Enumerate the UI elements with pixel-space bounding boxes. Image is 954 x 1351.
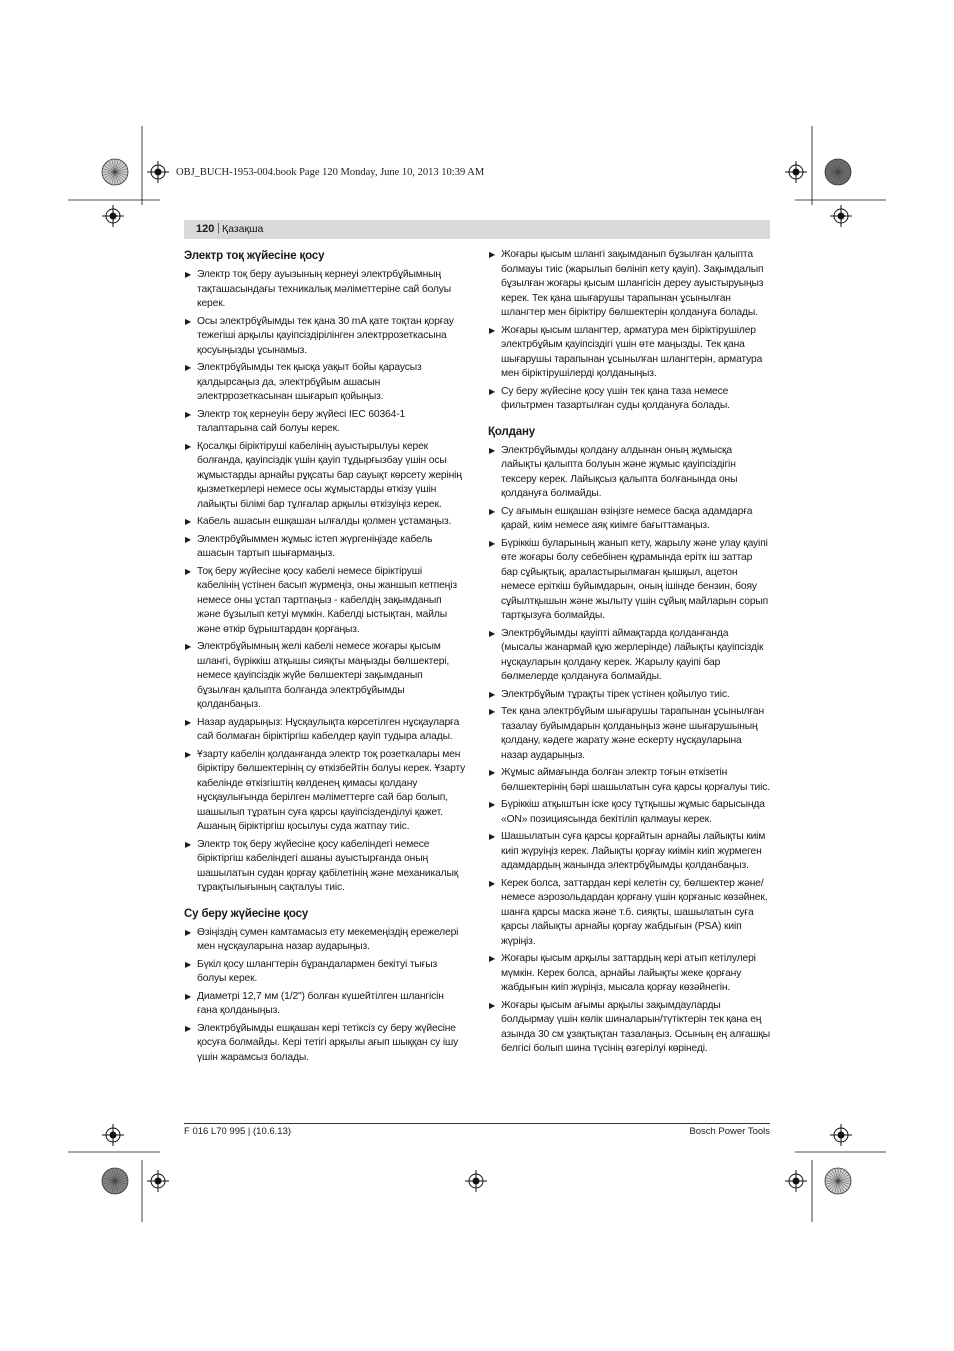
triangle-right-bullet-icon: ▶ [489, 800, 496, 809]
bullet-list [184, 268, 466, 896]
triangle-right-bullet-icon: ▶ [185, 991, 192, 1001]
list-item [184, 533, 466, 562]
list-item [184, 408, 466, 437]
triangle-right-bullet-icon: ▶ [185, 363, 192, 372]
list-item [184, 515, 466, 530]
list-item-text: Осы электрбұйымды тек қана 30 mA қате тоқтан қорғау тежегіші арқылы қауіпсіздірілінген электррозеткасына қосуыңызды ұсынамыз. [197, 315, 454, 356]
header-language: Қазақша [222, 223, 264, 235]
triangle-right-bullet-icon: ▶ [489, 707, 496, 716]
list-item-text: Электрбұйымды қауіпті аймақтарда қолданғанда (мысалы жанармай құю жерлерінде) лайықты қауіпсіздік нұсқауларын қолдану керек. Жарылу қауіпі бар бөлмелерде қолдануға болмайды. [501, 627, 764, 682]
list-item [488, 952, 770, 996]
list-item-text: Өзіңіздің сумен камтамасыз ету мекемеңіздің ережелері мен нұсқауларына назар аударыңыз. [197, 926, 459, 952]
list-item [488, 248, 770, 321]
triangle-right-bullet-icon: ▶ [185, 316, 192, 326]
list-item [488, 999, 770, 1057]
crosshair-target-icon [785, 1170, 807, 1192]
triangle-right-bullet-icon: ▶ [185, 717, 192, 727]
list-item-text: Электрбұйыммен жұмыс істеп жүргеніңізде кабель ашасын тартып шығармаңыз. [197, 533, 433, 559]
list-item-text: Бүріккіш буларының жанып кету, жарылу және улау қауіпі өте жоғары болу себебінен құрамында ерітк іш заттар бар сұйықтық, араластырылмаған қышқыл, ацетон немесе еріткіш буйымдарын, оның ішінде бензин, бояу сұйылтқышын және жылыту үшін сұйық майларын сорып тартқызуға болмайды. [501, 537, 769, 621]
header-separator: | [217, 222, 220, 234]
list-item-text: Су беру жүйесіне қосу үшін тек қана таза немесе фильтрмен тазартылған суды қолдануға болады. [501, 385, 730, 411]
list-item [488, 537, 770, 624]
list-item [184, 838, 466, 896]
triangle-right-bullet-icon: ▶ [489, 250, 496, 259]
list-item-text: Бүкіл қосу шлангтерін бұрандалармен бекітуі тығыз болуы керек. [197, 958, 438, 984]
crosshair-target-icon [147, 161, 169, 183]
triangle-right-bullet-icon: ▶ [185, 270, 192, 279]
list-item [488, 385, 770, 414]
triangle-right-bullet-icon: ▶ [489, 325, 496, 335]
list-item [184, 440, 466, 513]
triangle-right-bullet-icon: ▶ [185, 441, 192, 451]
crosshair-target-icon [785, 161, 807, 183]
triangle-right-bullet-icon: ▶ [185, 959, 192, 969]
triangle-right-bullet-icon: ▶ [185, 839, 192, 849]
right-column [488, 248, 770, 1060]
triangle-right-bullet-icon: ▶ [185, 749, 192, 759]
page-number: 120 [196, 223, 215, 235]
list-item-text: Кабель ашасын ешқашан ылғалды қолмен ұстамаңыз. [197, 516, 452, 527]
list-item [184, 268, 466, 312]
list-item [184, 748, 466, 835]
gray-starburst-icon [825, 159, 851, 185]
gray-starburst-icon [102, 159, 128, 185]
list-item-text: Жұмыс аймағында болған электр тоғын өткізетін бөлшектерінің бәрі шашылатын суға қарсы қорғалуы тиіс. [501, 767, 770, 793]
triangle-right-bullet-icon: ▶ [489, 628, 496, 638]
list-item-text: Электрбұйымды ешқашан кері тетіксіз су беру жүйесіне қосуға болмайды. Кері тетігі арқылы ағып шыққан су ішу үшін жарамсыз болады. [197, 1022, 459, 1063]
list-item [488, 444, 770, 502]
list-item [184, 565, 466, 638]
section-heading: Электр тоқ жүйесіне қосу [184, 250, 325, 262]
list-item [184, 958, 466, 987]
list-item [184, 640, 466, 713]
section-heading: Қолдану [488, 425, 536, 438]
list-item [184, 926, 466, 955]
list-item-text: Электр тоқ беру ауызының кернеуі электрбұйымның тақташасындағы техникалық мәліметтеріне сай болуы керек. [197, 269, 452, 309]
triangle-right-bullet-icon: ▶ [185, 642, 192, 651]
list-item-text: Электр тоқ беру жүйесіне қосу кабеліндегі немесе біріктіргіш кабеліндегі ашаны ауыстырғанда оның шашылатын судан қорғау қабілетінің және механикалық тұрақтылығының сақталуы тиіс. [197, 838, 459, 893]
list-item-text: Жоғары қысым ағымы арқылы зақымдауларды болдырмау үшін көлік шиналарын/түтіктерін тек қана ең азында 30 см ұзақтықтан тазалаңыз. Осының ең алғашқы белгісі болып шина түсінің өзгерілуі көрінеді. [501, 999, 770, 1054]
list-item-text: Жоғары қысым шлангтер, арматура мен біріктірушілер электрбұйым қауіпсіздігі үшін өте маңызды. Тек қана шығарушы тарапынан ұсынылған шлангтерін, арматура мен біріктірушілерді қолданыңыз. [501, 324, 763, 379]
list-item-text: Тек қана электрбұйым шығарушы тарапынан ұсынылған тазалау буйымдарын қолданыңыз және шығарушының қолдану, кәдеге жарату және ескерту нұсқауларына назар аударыңыз. [501, 706, 765, 761]
list-item [184, 315, 466, 359]
triangle-right-bullet-icon: ▶ [489, 1000, 496, 1010]
triangle-right-bullet-icon: ▶ [185, 1023, 192, 1033]
list-item-text: Бүріккіш атқыштын іске қосу тұтқышы жұмыс барысында «ON» позициясында бекітіліп қалмауы керек. [501, 799, 765, 825]
list-item-text: Электр тоқ кернеуін беру жүйесі IEC 60364-1 талаптарына сай болуы керек. [197, 408, 406, 434]
section-heading: Су беру жүйесіне қосу [184, 907, 309, 920]
triangle-right-bullet-icon: ▶ [489, 386, 496, 396]
triangle-right-bullet-icon: ▶ [185, 517, 192, 526]
bullet-list [488, 444, 770, 1057]
list-item [184, 990, 466, 1019]
triangle-right-bullet-icon: ▶ [489, 689, 496, 699]
footer-brand: Bosch Power Tools [689, 1126, 770, 1137]
list-item-text: Ұзарту кабелін қолданғанда электр тоқ розеткалары мен біріктіру бөлшектерінің су өткізбейтін болуы керек. Ұзарту кабелінде өткізгіштің көлденең қимасы қолдану нұсқаулығында берілген мәліметтерге сай бар болып, шашылып тұратын суға қарсы қауіпсізденділуі қажет. Ашаның біріктіргіш қосылуы суда жатпау тиіс. [197, 748, 466, 832]
list-item [488, 688, 770, 703]
list-item-text: Жоғары қысым арқылы заттардың кері атып кетілулері мүмкін. Керек болса, арнайы лайықты жеке қорғану жабдығын киіп жүріңіз, мысала қорғау көзәйнегін. [501, 953, 756, 993]
list-item-text: Электрбұйымды қолдану алдынан оның жұмысқа лайықты қалыпта болуын және жұмыс қауіпсіздігін тексеру керек. Лайықсыз қалыпта болғанында оны қолдануға болмайды. [501, 444, 738, 499]
triangle-right-bullet-icon: ▶ [185, 409, 192, 419]
list-item-text: Шашылатын суға қарсы қорғайтын арнайы лайықты киім киіп жүруіңіз керек. Лайықты қорғау киімін киіп жүрмеген адамдардың жанында электрбұйымды қолданбаңыз. [501, 831, 766, 871]
list-item-text: Электрбұйымның желі кабелі немесе жоғары қысым шлангі, бүріккіш атқышы сияқты маңызды бөлшектері, немесе қауіпсіздік жүйе бөлшектері зақымданып бұзылған қалыпта болғанда электрбұйымды қолданбаңыз. [197, 641, 450, 710]
crosshair-target-icon [102, 205, 124, 227]
triangle-right-bullet-icon: ▶ [489, 954, 496, 963]
list-item [488, 505, 770, 534]
list-item-text: Тоқ беру жүйесіне қосу кабелі немесе біріктіруші кабелінің үстінен басып жүрмеңіз, оны жаншып кетпеңіз немесе оны ұстап тартпаңыз - кабелдің зақымданып және бұзылып кетуі мүмкін. Кабелді ыстықтан, майлы және өткір бұрыштардан қорғаңыз. [197, 565, 457, 635]
print-slug-line: OBJ_BUCH-1953-004.book Page 120 Monday, June 10, 2013 10:39 AM [176, 167, 485, 178]
list-item [488, 830, 770, 874]
list-item-text: Жоғары қысым шлангі зақымданып бұзылған қалыпта болмауы тиіс (жарылып бөлініп кету қауіп). Зақымдалып бұзылған жоғары қысым шлангісін дереу ауыстыруыңыз керек. Тек қана шығарушы тарапынан ұсынылған шлангтер мен біріктіру бөлшектерін қолдануға болады. [501, 249, 764, 318]
footer-doc-number: F 016 L70 995 | (10.6.13) [184, 1126, 292, 1137]
crosshair-target-icon [465, 1170, 487, 1192]
crosshair-target-icon [830, 1124, 852, 1146]
crosshair-target-icon [147, 1170, 169, 1192]
list-item-text: Электрбұйымды тек қысқа уақыт бойы қараусыз қалдырсаңыз да, электрбұйым ашасын электррозеткасынан шығарып қойыңыз. [197, 362, 422, 402]
triangle-right-bullet-icon: ▶ [489, 506, 496, 516]
list-item-text: Су ағымын ешқашан өзіңізге немесе басқа адамдарға қарай, киім немесе аяқ киімге бағыттамаңыз. [501, 505, 753, 531]
list-item [488, 766, 770, 795]
list-item [488, 705, 770, 763]
left-column [184, 248, 466, 1068]
list-item-text: Қосалқы біріктіруші кабелінің ауыстырылуы керек болғанда, қауіпсіздік үшін қауіп тұдырғызбау үшін осы жұмыстарды арнайы рұқсаты бар сауықт көрсету жерінің қызметкерлері немесе осы жұмыстарды өткізу үшін лайықты білімі бар тұлғалар арқылы өткізуіңіз керек. [197, 440, 462, 510]
triangle-right-bullet-icon: ▶ [185, 566, 192, 576]
list-item-text: Диаметрі 12,7 мм (1/2") болған күшейтілген шлангісін ғана қолданыңыз. [197, 990, 444, 1016]
triangle-right-bullet-icon: ▶ [185, 534, 192, 544]
list-item [184, 361, 466, 405]
triangle-right-bullet-icon: ▶ [489, 878, 496, 888]
list-item [488, 798, 770, 827]
list-item [488, 877, 770, 950]
triangle-right-bullet-icon: ▶ [489, 538, 496, 548]
page-header [184, 220, 770, 239]
list-item-text: Электрбұйым тұрақты тірек үстінен қойылуо тиіс. [501, 688, 730, 700]
bullet-list [488, 248, 770, 414]
triangle-right-bullet-icon: ▶ [489, 832, 496, 841]
list-item [184, 716, 466, 745]
gray-starburst-icon [102, 1168, 128, 1194]
list-item [488, 627, 770, 685]
triangle-right-bullet-icon: ▶ [185, 927, 192, 937]
triangle-right-bullet-icon: ▶ [489, 445, 496, 455]
crosshair-target-icon [830, 205, 852, 227]
triangle-right-bullet-icon: ▶ [489, 768, 496, 777]
list-item-text: Назар аударыңыз: Нұсқаулықта көрсетілген нұсқауларға сай болмаған біріктіргіш кабелдер қауіп тудыра алады. [197, 716, 460, 742]
list-item [488, 324, 770, 382]
gray-starburst-icon [825, 1168, 851, 1194]
list-item-text: Керек болса, заттардан кері келетін су, бөлшектер және/немесе аэрозольдардан қорғану үшін қорғаныс көзәйнек, шанға қарсы маска және т.б. сияқты, шашылатын суға қарсы лайықты арнайы қорғау жабдығын (PSA) киіп жүріңіз. [501, 877, 768, 947]
bullet-list [184, 926, 466, 1066]
list-item [184, 1022, 466, 1066]
footer-rule [184, 1123, 770, 1124]
crosshair-target-icon [102, 1124, 124, 1146]
